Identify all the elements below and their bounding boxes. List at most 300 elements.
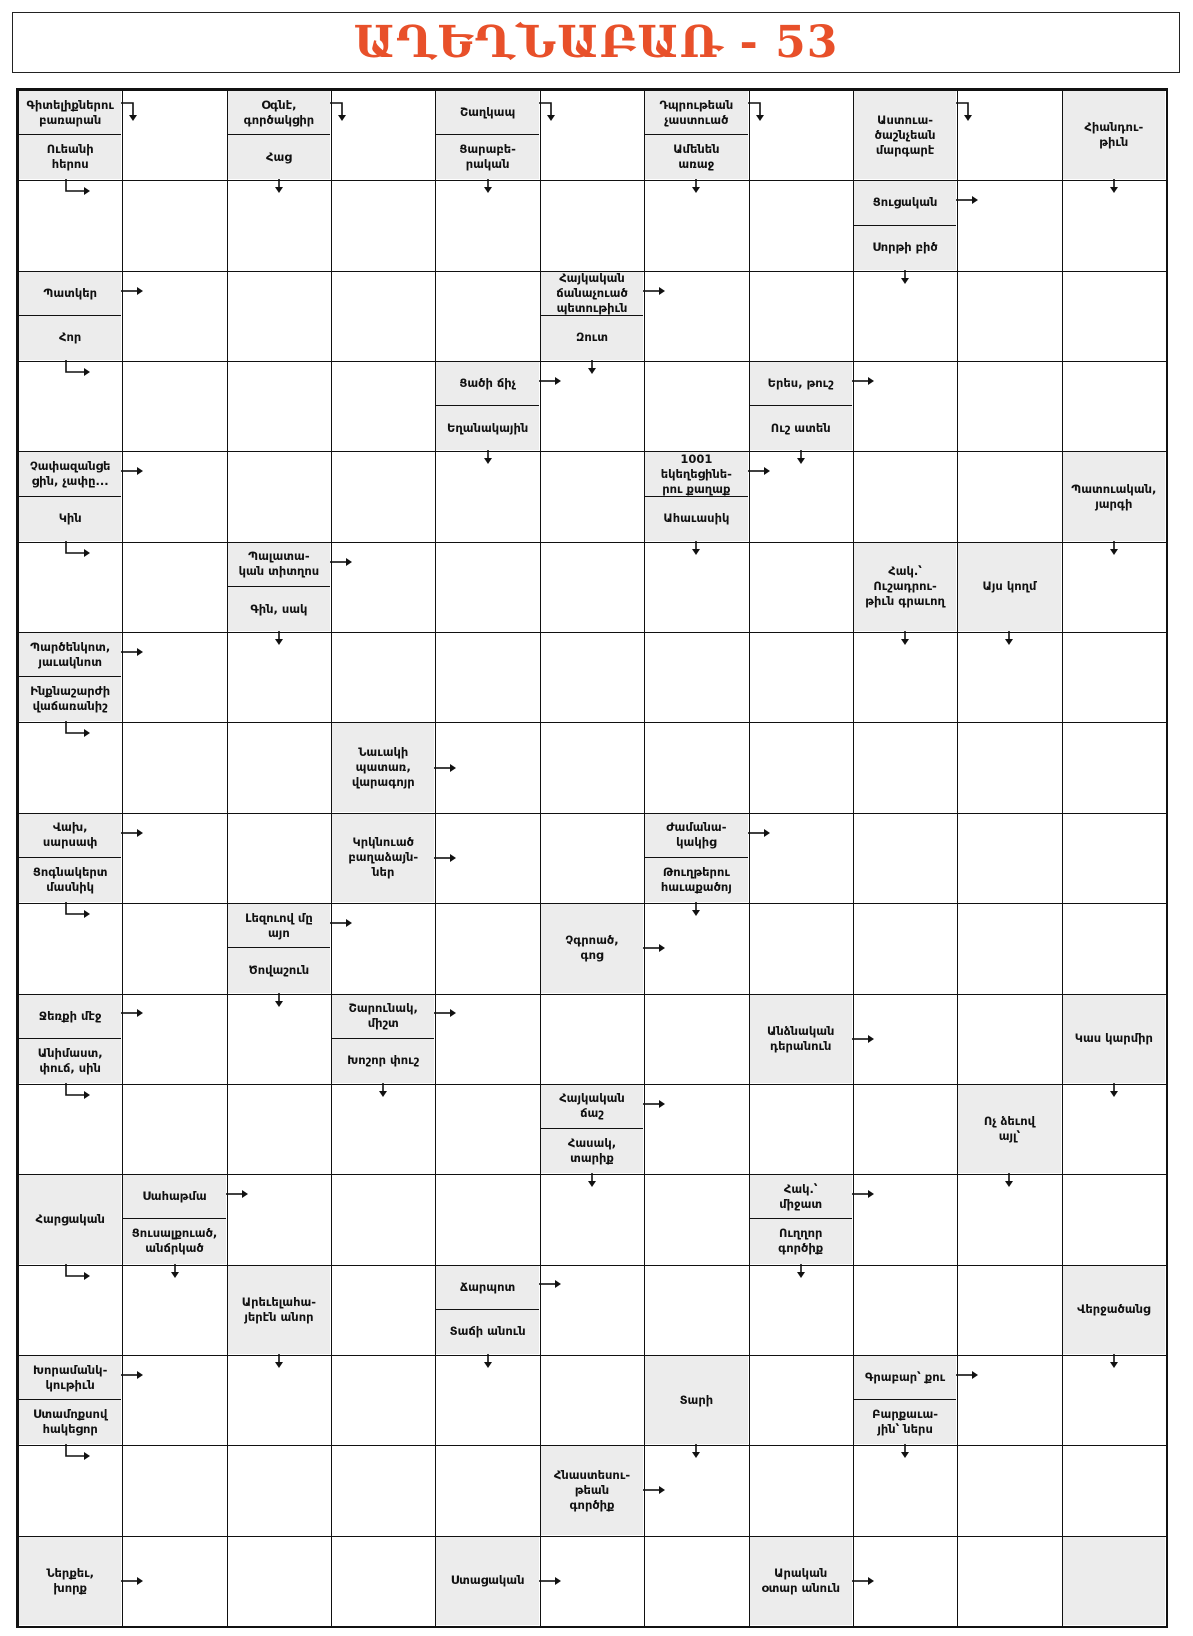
- answer-cell[interactable]: [122, 722, 227, 813]
- clue-arrow-icon: [62, 1444, 92, 1462]
- clue-arrow-icon: [539, 1576, 561, 1586]
- answer-cell[interactable]: [331, 451, 436, 542]
- answer-cell[interactable]: [122, 1445, 227, 1536]
- answer-cell[interactable]: [957, 1265, 1062, 1356]
- clue-text: Հայկական ճանաչուած պետութիւն: [556, 271, 628, 315]
- clue-box: [541, 904, 643, 992]
- answer-cell[interactable]: [644, 994, 749, 1085]
- clue-text: Հարցական: [35, 1211, 105, 1226]
- answer-cell[interactable]: [749, 632, 854, 723]
- clue-box-top: [645, 814, 747, 858]
- answer-cell[interactable]: [227, 632, 332, 723]
- clue-cell: [331, 994, 436, 1085]
- clue-box: [750, 1537, 852, 1625]
- clue-text: Կրկնուած բաղաձայն- ներ: [348, 835, 419, 880]
- clue-arrow-icon: [900, 270, 910, 284]
- answer-cell[interactable]: [853, 813, 958, 904]
- answer-cell[interactable]: [227, 1536, 332, 1627]
- answer-cell[interactable]: [435, 903, 540, 994]
- clue-box-bottom: [228, 587, 330, 631]
- answer-cell[interactable]: [122, 271, 227, 362]
- clue-cell: [18, 90, 123, 181]
- clue-box-bottom: [436, 135, 538, 179]
- clue-cell: [18, 451, 123, 542]
- answer-cell[interactable]: [644, 1265, 749, 1356]
- clue-text: Կին: [58, 511, 82, 526]
- clue-arrow-icon: [852, 376, 874, 386]
- clue-cell: [1062, 1265, 1167, 1356]
- answer-cell[interactable]: [227, 361, 332, 452]
- clue-cell: [18, 813, 123, 904]
- clue-text: Արական օտար անուն: [761, 1565, 840, 1595]
- clue-text: Սորթի բիծ: [872, 240, 938, 255]
- answer-cell[interactable]: [749, 1355, 854, 1446]
- answer-cell[interactable]: [122, 1084, 227, 1175]
- clue-text: Նաւակի պատառ, վարագոյր: [351, 745, 415, 790]
- clue-box-bottom: [750, 1219, 852, 1263]
- answer-cell[interactable]: [122, 180, 227, 271]
- answer-cell[interactable]: [853, 451, 958, 542]
- clue-text: Ամենեն առաջ: [673, 142, 720, 172]
- answer-cell[interactable]: [853, 361, 958, 452]
- clue-text: 1001 եկեղեցինե- րու քաղաք: [660, 452, 732, 496]
- clue-cell: [540, 271, 645, 362]
- answer-cell[interactable]: [1062, 542, 1167, 633]
- clue-arrow-icon: [748, 828, 770, 838]
- clue-box-top: [19, 814, 121, 858]
- clue-text: Գին, սակ: [250, 601, 308, 616]
- answer-cell[interactable]: [227, 451, 332, 542]
- answer-cell[interactable]: [540, 632, 645, 723]
- clue-box-top: [19, 995, 121, 1039]
- clue-cell: [853, 180, 958, 271]
- clue-cell: [749, 361, 854, 452]
- answer-cell[interactable]: [540, 542, 645, 633]
- answer-cell[interactable]: [957, 813, 1062, 904]
- clue-cell: [18, 1536, 123, 1627]
- answer-cell[interactable]: [957, 994, 1062, 1085]
- answer-cell[interactable]: [957, 1355, 1062, 1446]
- clue-box: [645, 1356, 747, 1444]
- clue-cell: [227, 542, 332, 633]
- answer-cell[interactable]: [227, 722, 332, 813]
- answer-cell[interactable]: [749, 542, 854, 633]
- answer-cell[interactable]: [122, 451, 227, 542]
- answer-cell[interactable]: [227, 994, 332, 1085]
- clue-text: Ներքեւ, խորք: [46, 1565, 95, 1595]
- clue-box-bottom: [19, 677, 121, 721]
- clue-box-top: [645, 452, 747, 496]
- clue-box-top: [436, 91, 538, 135]
- clue-box: [19, 1537, 121, 1625]
- clue-box-top: [228, 91, 330, 135]
- clue-text: Հասակ, տարիք: [567, 1136, 617, 1166]
- clue-arrow-icon: [748, 100, 766, 122]
- clue-cell: [18, 271, 123, 362]
- answer-cell[interactable]: [122, 542, 227, 633]
- answer-cell[interactable]: [957, 903, 1062, 994]
- clue-arrow-icon: [691, 902, 701, 916]
- answer-cell[interactable]: [853, 722, 958, 813]
- clue-text: Հակ.՝ միջատ: [779, 1181, 823, 1211]
- clue-text: Խոշոր փուշ: [347, 1053, 420, 1068]
- answer-cell[interactable]: [1062, 271, 1167, 362]
- clue-text: Աստուա- ծաշնչեան մարգարէ: [874, 112, 936, 157]
- clue-arrow-icon: [691, 541, 701, 555]
- answer-cell[interactable]: [957, 722, 1062, 813]
- clue-box: [854, 543, 956, 631]
- answer-cell[interactable]: [749, 1265, 854, 1356]
- answer-cell[interactable]: [331, 542, 436, 633]
- clue-box-bottom: [645, 858, 747, 902]
- answer-cell[interactable]: [1062, 361, 1167, 452]
- clue-cell: [227, 1265, 332, 1356]
- clue-box-top: [19, 91, 121, 135]
- answer-cell[interactable]: [435, 451, 540, 542]
- clue-box-top: [541, 1085, 643, 1129]
- answer-cell[interactable]: [227, 813, 332, 904]
- answer-cell[interactable]: [540, 361, 645, 452]
- answer-cell[interactable]: [435, 632, 540, 723]
- clue-box-top: [854, 1356, 956, 1400]
- clue-box-top: [436, 362, 538, 406]
- clue-box-bottom: [854, 226, 956, 270]
- answer-cell[interactable]: [644, 1084, 749, 1175]
- clue-text: Չափազանցե ցին, չափը...: [29, 458, 111, 488]
- answer-cell[interactable]: [435, 542, 540, 633]
- answer-cell[interactable]: [644, 271, 749, 362]
- answer-cell[interactable]: [540, 1174, 645, 1265]
- clue-box-bottom: [645, 135, 747, 179]
- answer-cell[interactable]: [957, 361, 1062, 452]
- clue-arrow-icon: [539, 1279, 561, 1289]
- page-title: ԱՂԵՂՆԱԲԱՌ - 53: [353, 17, 839, 68]
- clue-text: Գիտելիքներու բառարան: [26, 97, 114, 127]
- clue-arrow-icon: [587, 1173, 597, 1187]
- clue-text: Բարքաւա- յին՝ ներս: [872, 1407, 939, 1437]
- clue-text: Ճարպոտ: [460, 1279, 516, 1294]
- clue-arrow-icon: [956, 1370, 978, 1380]
- answer-cell[interactable]: [227, 1084, 332, 1175]
- answer-cell[interactable]: [122, 813, 227, 904]
- answer-cell[interactable]: [644, 632, 749, 723]
- clue-cell: [331, 722, 436, 813]
- answer-cell[interactable]: [1062, 722, 1167, 813]
- answer-cell[interactable]: [540, 1265, 645, 1356]
- clue-arrow-icon: [483, 179, 493, 193]
- clue-cell: [749, 1174, 854, 1265]
- answer-cell[interactable]: [957, 1174, 1062, 1265]
- answer-cell[interactable]: [853, 1084, 958, 1175]
- answer-cell[interactable]: [331, 1084, 436, 1175]
- answer-cell[interactable]: [331, 180, 436, 271]
- clue-box-top: [436, 1266, 538, 1310]
- clue-text: Ժամանա- կակից: [666, 820, 727, 850]
- answer-cell[interactable]: [540, 451, 645, 542]
- answer-cell[interactable]: [853, 271, 958, 362]
- clue-box-bottom: [436, 1310, 538, 1354]
- clue-cell: [644, 451, 749, 542]
- answer-cell[interactable]: [435, 994, 540, 1085]
- answer-cell[interactable]: [853, 632, 958, 723]
- clue-box-top: [332, 995, 434, 1039]
- clue-text: Կաս կարմիր: [1074, 1031, 1153, 1046]
- clue-text: Վերջածանց: [1077, 1302, 1151, 1317]
- answer-cell[interactable]: [122, 994, 227, 1085]
- clue-arrow-icon: [62, 902, 92, 920]
- clue-box-top: [19, 633, 121, 677]
- answer-cell[interactable]: [749, 451, 854, 542]
- answer-cell[interactable]: [227, 1174, 332, 1265]
- crossword-grid: [16, 88, 1168, 1628]
- clue-text: Ցոգնակերտ մասնիկ: [32, 865, 108, 895]
- clue-text: Հակ.՝ Ուշադրու- թիւն գրաւող: [865, 564, 945, 609]
- answer-cell[interactable]: [331, 271, 436, 362]
- answer-cell[interactable]: [644, 1536, 749, 1627]
- answer-cell[interactable]: [1062, 1084, 1167, 1175]
- clue-cell: [18, 994, 123, 1085]
- answer-cell[interactable]: [644, 542, 749, 633]
- answer-cell[interactable]: [122, 1355, 227, 1446]
- clue-box: [19, 1175, 121, 1263]
- clue-box-bottom: [750, 406, 852, 450]
- clue-arrow-icon: [434, 763, 456, 773]
- answer-cell[interactable]: [853, 1265, 958, 1356]
- clue-text: Հոր: [59, 330, 82, 345]
- clue-text: Օգնէ, գործակցիր: [243, 97, 315, 127]
- clue-box-bottom: [645, 497, 747, 541]
- answer-cell[interactable]: [957, 1536, 1062, 1627]
- clue-arrow-icon: [330, 557, 352, 567]
- answer-cell[interactable]: [644, 180, 749, 271]
- answer-cell[interactable]: [435, 1084, 540, 1175]
- clue-arrow-icon: [956, 195, 978, 205]
- clue-arrow-icon: [1109, 1354, 1119, 1368]
- answer-cell[interactable]: [435, 1174, 540, 1265]
- clue-box-bottom: [19, 1039, 121, 1083]
- answer-cell[interactable]: [227, 1355, 332, 1446]
- clue-arrow-icon: [691, 1444, 701, 1458]
- clue-text: Ստացական: [450, 1573, 525, 1588]
- answer-cell[interactable]: [957, 632, 1062, 723]
- clue-text: Վախ, սարսափ: [42, 820, 98, 850]
- answer-cell[interactable]: [749, 271, 854, 362]
- clue-text: Այս կողմ: [982, 579, 1037, 594]
- answer-cell[interactable]: [435, 1355, 540, 1446]
- clue-box-bottom: [541, 1129, 643, 1173]
- answer-cell[interactable]: [435, 271, 540, 362]
- clue-arrow-icon: [121, 647, 143, 657]
- clue-cell: [540, 1084, 645, 1175]
- clue-box-bottom: [332, 1039, 434, 1083]
- clue-arrow-icon: [900, 631, 910, 645]
- clue-arrow-icon: [378, 1083, 388, 1097]
- answer-cell[interactable]: [1062, 1445, 1167, 1536]
- answer-cell[interactable]: [122, 361, 227, 452]
- clue-arrow-icon: [62, 179, 92, 197]
- answer-cell[interactable]: [957, 180, 1062, 271]
- clue-arrow-icon: [483, 1354, 493, 1368]
- clue-arrow-icon: [852, 1189, 874, 1199]
- clue-text: Ցուցական: [872, 195, 938, 210]
- clue-arrow-icon: [852, 1576, 874, 1586]
- clue-box-top: [750, 362, 852, 406]
- clue-arrow-icon: [1109, 179, 1119, 193]
- clue-text: Պատուական, յարգի: [1071, 481, 1157, 511]
- answer-cell[interactable]: [1062, 180, 1167, 271]
- clue-arrow-icon: [748, 466, 770, 476]
- clue-arrow-icon: [121, 286, 143, 296]
- answer-cell[interactable]: [331, 1174, 436, 1265]
- clue-arrow-icon: [956, 100, 974, 122]
- answer-cell[interactable]: [853, 1174, 958, 1265]
- clue-cell: [227, 90, 332, 181]
- clue-arrow-icon: [643, 1099, 665, 1109]
- clue-arrow-icon: [483, 450, 493, 464]
- clue-text: Ինքնաշարժի վաճառանիշ: [30, 684, 111, 714]
- clue-cell: [644, 90, 749, 181]
- answer-cell[interactable]: [644, 722, 749, 813]
- answer-cell[interactable]: [331, 1445, 436, 1536]
- answer-cell[interactable]: [540, 722, 645, 813]
- clue-box: [228, 1266, 330, 1354]
- clue-box-top: [19, 1356, 121, 1400]
- answer-cell[interactable]: [435, 1445, 540, 1536]
- clue-box: [854, 91, 956, 179]
- clue-text: Ցուսալքուած, անճրկած: [131, 1226, 218, 1256]
- clue-cell: [853, 542, 958, 633]
- answer-cell[interactable]: [122, 903, 227, 994]
- answer-cell[interactable]: [331, 1355, 436, 1446]
- clue-arrow-icon: [643, 943, 665, 953]
- clue-box-top: [645, 91, 747, 135]
- clue-box-top: [228, 904, 330, 948]
- clue-cell: [435, 90, 540, 181]
- answer-cell[interactable]: [853, 1445, 958, 1536]
- answer-cell[interactable]: [331, 1536, 436, 1627]
- answer-cell[interactable]: [749, 1084, 854, 1175]
- clue-box-bottom: [228, 948, 330, 992]
- clue-box: [750, 995, 852, 1083]
- clue-text: Տաճի անուն: [449, 1324, 526, 1339]
- clue-cell: [540, 1445, 645, 1536]
- clue-arrow-icon: [330, 100, 348, 122]
- answer-cell[interactable]: [749, 903, 854, 994]
- clue-box-top: [19, 452, 121, 496]
- clue-arrow-icon: [226, 1189, 248, 1199]
- answer-cell[interactable]: [853, 903, 958, 994]
- answer-cell[interactable]: [957, 271, 1062, 362]
- answer-cell[interactable]: [331, 632, 436, 723]
- answer-cell[interactable]: [540, 1355, 645, 1446]
- clue-box-bottom: [19, 316, 121, 360]
- clue-text: Ոչ ձեւով այլ՝: [983, 1114, 1036, 1144]
- clue-text: Ուղղոր գործիք: [778, 1226, 824, 1256]
- clue-cell: [435, 1536, 540, 1627]
- answer-cell[interactable]: [644, 1174, 749, 1265]
- clue-arrow-icon: [274, 179, 284, 193]
- clue-cell: [1062, 994, 1167, 1085]
- clue-arrow-icon: [1004, 631, 1014, 645]
- clue-arrow-icon: [121, 1008, 143, 1018]
- clue-box: [1063, 91, 1165, 179]
- answer-cell[interactable]: [749, 1445, 854, 1536]
- clue-text: Երես, թուշ: [767, 376, 834, 391]
- clue-cell: [1062, 451, 1167, 542]
- clue-box-top: [854, 181, 956, 225]
- answer-cell[interactable]: [957, 1445, 1062, 1536]
- answer-cell[interactable]: [331, 361, 436, 452]
- answer-cell[interactable]: [540, 180, 645, 271]
- clue-arrow-icon: [1109, 541, 1119, 555]
- clue-cell: [227, 903, 332, 994]
- answer-cell[interactable]: [1062, 1355, 1167, 1446]
- answer-cell[interactable]: [1062, 813, 1167, 904]
- answer-cell[interactable]: [540, 813, 645, 904]
- clue-box-top: [541, 272, 643, 316]
- clue-box-bottom: [228, 135, 330, 179]
- clue-arrow-icon: [1109, 1083, 1119, 1097]
- clue-box: [1063, 1266, 1165, 1354]
- clue-box: [958, 543, 1060, 631]
- clue-text: Ծովաշուն: [248, 962, 310, 977]
- answer-cell[interactable]: [227, 180, 332, 271]
- clue-text: Արեւելահա- յերէն անոր: [241, 1294, 317, 1324]
- clue-box: [1063, 1537, 1165, 1625]
- clue-box: [541, 1446, 643, 1534]
- clue-arrow-icon: [62, 1264, 92, 1282]
- clue-text: Հայկական ճաշ: [559, 1091, 625, 1121]
- clue-text: Ցածի ճիչ: [459, 376, 516, 391]
- answer-cell[interactable]: [122, 1265, 227, 1356]
- answer-cell[interactable]: [331, 1265, 436, 1356]
- clue-cell: [853, 90, 958, 181]
- clue-arrow-icon: [62, 541, 92, 559]
- answer-cell[interactable]: [1062, 632, 1167, 723]
- answer-cell[interactable]: [749, 813, 854, 904]
- clue-cell: [435, 1265, 540, 1356]
- clue-box: [436, 1537, 538, 1625]
- clue-cell: [331, 813, 436, 904]
- answer-cell[interactable]: [1062, 903, 1167, 994]
- clue-box: [1063, 995, 1165, 1083]
- answer-cell[interactable]: [540, 994, 645, 1085]
- clue-arrow-icon: [796, 1264, 806, 1278]
- answer-cell[interactable]: [749, 722, 854, 813]
- clue-cell: [540, 903, 645, 994]
- answer-cell[interactable]: [122, 632, 227, 723]
- answer-cell[interactable]: [749, 180, 854, 271]
- answer-cell[interactable]: [435, 180, 540, 271]
- clue-text: Ջեռքի մէջ: [38, 1008, 102, 1023]
- clue-text: Ահաւասիկ: [663, 511, 730, 526]
- clue-text: Հիանդու- թիւն: [1084, 120, 1144, 150]
- clue-cell: [435, 361, 540, 452]
- answer-cell[interactable]: [331, 903, 436, 994]
- clue-text: Պալատա- կան տիտղոս: [238, 549, 320, 579]
- clue-arrow-icon: [274, 993, 284, 1007]
- answer-cell[interactable]: [1062, 1174, 1167, 1265]
- answer-cell[interactable]: [227, 1445, 332, 1536]
- clue-text: Ստամոքսով հակեցոր: [33, 1407, 108, 1437]
- clue-text: Խորամանկ- կութիւն: [32, 1362, 108, 1392]
- answer-cell[interactable]: [957, 451, 1062, 542]
- clue-text: Դպրութեան չաստուած: [659, 97, 734, 127]
- answer-cell[interactable]: [227, 271, 332, 362]
- clue-cell: [957, 1084, 1062, 1175]
- answer-cell[interactable]: [644, 361, 749, 452]
- clue-cell: [749, 994, 854, 1085]
